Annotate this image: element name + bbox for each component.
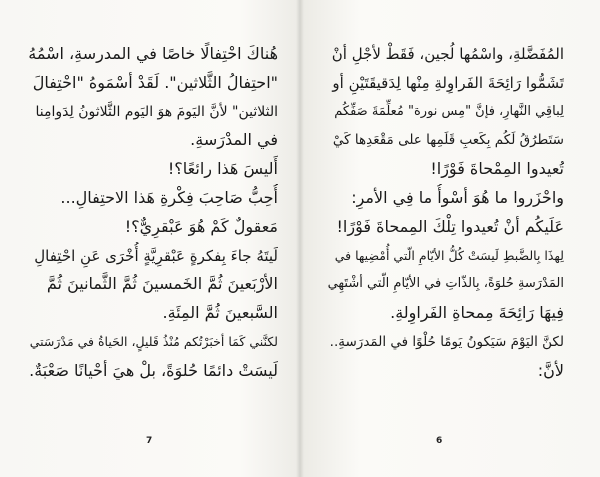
text-line: أُحِبُّ صَاحِبَ فِكْرةِ هَذا الاحتِفالِ... bbox=[60, 187, 278, 207]
text-line: لَيسَتْ دائمًا حُلوَةً، بلْ هيَ أحْيانًا صَعْبَةٌ. bbox=[29, 360, 278, 380]
text-line: أَليسَ هَذا رائعًا؟! bbox=[167, 159, 278, 179]
text-line: تَشَمُّوا رَائِحَةَ الفَراوِلةِ مِنْها لِدَقيقَتَيْنِ أو bbox=[332, 73, 564, 92]
text-line: لِباقِي النَّهارِ، فإنَّ "مِس نورة" مُعلِّمَةَ صَفِّكُم bbox=[334, 103, 564, 119]
text-line: فِيهَا رَائِحَةَ مِمحاةِ الفَراوِلةِ. bbox=[390, 303, 564, 323]
text-line: السَّبعينَ ثُمَّ المِئَةِ. bbox=[162, 303, 278, 323]
page-number: 6 bbox=[436, 436, 443, 446]
text-line: تُعيدوا المِمْحاةَ فَوْرًا! bbox=[430, 159, 564, 179]
text-line: في المدْرَسةِ. bbox=[190, 130, 278, 150]
text-line: "احتِفالُ الثَّلاثين". لَقَدْ أسْمَوهُ "احْتِفالَ bbox=[32, 72, 278, 92]
right-page bbox=[300, 0, 600, 477]
text-line: مَعقولٌ كَمْ هُوَ عَبْقرِيٌّ؟! bbox=[124, 216, 278, 236]
text-line: لأنَّ: bbox=[537, 360, 564, 380]
page-number: 7 bbox=[146, 436, 153, 446]
text-line: لكنَّ اليَوْمَ سَيَكونُ يَومًا حُلْوًا في المَدرَسةِ.. bbox=[329, 333, 564, 350]
text-line: عَلَيكُم أنْ تُعيدوا تِلْكَ المِمحاةَ فَوْرًا! bbox=[336, 216, 564, 236]
left-page-text bbox=[28, 40, 278, 386]
right-page-text bbox=[328, 40, 564, 386]
text-line: لكنَّني كَمَا أخبَرْتُكم مُنْذُ قَليلٍ، الحَياةُ في مَدْرَسَتي bbox=[29, 333, 278, 349]
text-line: لَيتَهُ جاءَ بِفكرةٍ عَبْقرِيَّةٍ أُخْرَى عَنِ احْتِفالِ bbox=[34, 246, 278, 265]
text-line: الأرْبَعينَ ثُمَّ الخَمسينَ ثُمَّ الثَّمانينَ ثُمَّ bbox=[46, 274, 278, 294]
text-line: الثلاثين" لأنَّ اليَومَ هوَ اليَوم الثَّلاثونُ لِدَوامِنا bbox=[35, 103, 278, 120]
text-line: سَتَطرُقُ لَكُم بِكَعبِ قَلَمِها على مَقْعَدِها كَيْ bbox=[332, 132, 564, 149]
book-gutter bbox=[296, 0, 304, 477]
text-line: المَدْرَسةِ حُلوَةً، بِالذّاتِ في الأيّامِ الّتي أشْتَهِي bbox=[328, 276, 564, 292]
text-line: هُناكَ احْتِفالًا خاصًا في المدرسةِ، اسْمُهُ bbox=[28, 44, 278, 63]
text-line: لِهذَا بِالضَّبطِ لَيسَتْ كُلُّ الأيّامِ الّتي أُمْضِيها في bbox=[334, 247, 564, 263]
text-line: المُفَضَّلةِ، واسْمُها لُجين، فَقَطْ لأجْلِ أنْ bbox=[331, 45, 564, 63]
text-line: واحْزَروا ما هُوَ أسْوأُ ما فِي الأمرِ: bbox=[351, 187, 564, 207]
